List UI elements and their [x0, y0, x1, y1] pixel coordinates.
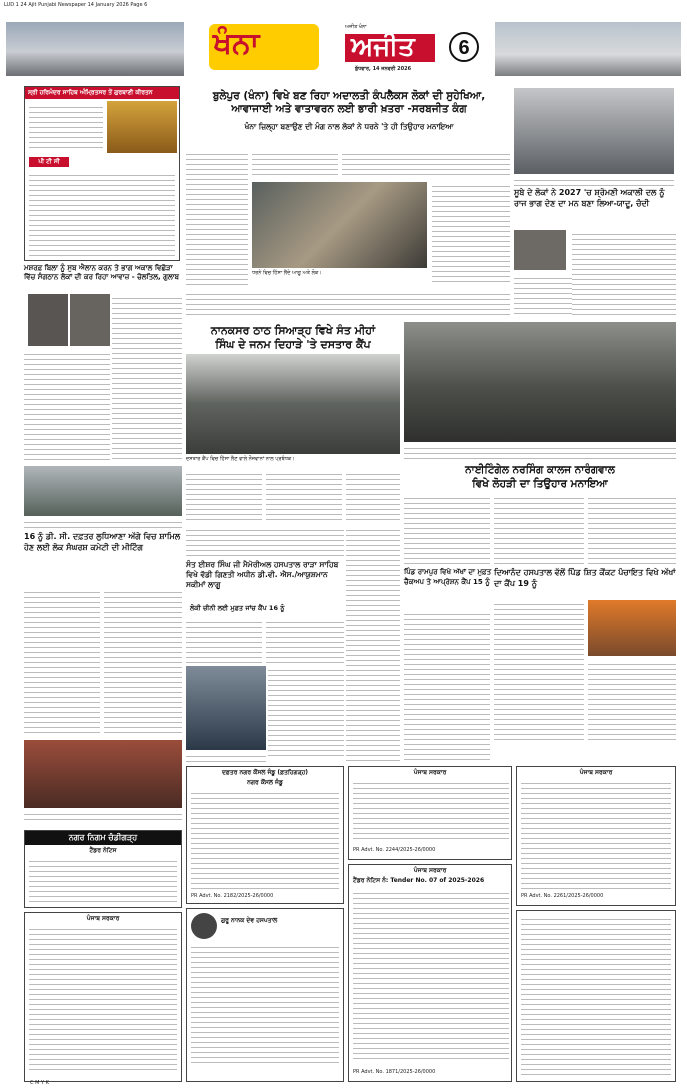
- masthead: [0, 18, 687, 80]
- punjab-sarkar-notice-2: [348, 766, 512, 860]
- a9-headline: ਦਿਆਨੰਦ ਹਸਪਤਾਲ ਵੱਲੋਂ ਪਿੰਡ ਸ਼ਿਤ ਕੌਂਕਟ ਪੰਚਾਇਤ ਵਿਖੇ ਅੱਖਾਂ ਦਾ ਕੈਂਪ 19 ਨੂੰ: [494, 568, 676, 588]
- a2-headline: ਮਸ਼ਰਫ਼ ਬਿਲਾ ਨੂੰ ਸੁਬ ਐਲਾਨ ਕਰਨ ਤੇ ਭਾਗ ਅਕਾਲ ਵਿਛੋੜਾ ਵਿੱਚ ਸੰਗਠਾਨ ਲੋਕਾਂ ਦੀ ਕਰ ਰਿਹਾ ਆਵਾਜ਼ - ਚੋਲਤਿਲ, ਗੁਲਾਬ: [24, 264, 180, 281]
- nagar-council-notice: [186, 766, 344, 904]
- punjab-sarkar-2-title: ਪੰਜਾਬ ਸਰਕਾਰ: [413, 769, 447, 776]
- punjab-sarkar-3-text: [353, 889, 509, 1063]
- a4-body-col-2: [266, 470, 342, 522]
- guru-hospital-emblem: [191, 913, 217, 939]
- a3-photo-caption: [514, 176, 674, 186]
- a7-body-col-2: [266, 618, 344, 664]
- a2-portrait-2: [70, 294, 110, 346]
- tender-table-text: [521, 915, 671, 1077]
- a4-body-col-3: [346, 470, 400, 522]
- a6-photo-caption: [24, 810, 182, 824]
- a9-body-col-1: [494, 600, 584, 740]
- a9-portrait-photo: [588, 600, 676, 656]
- a8-headline: ਪਿੰਡ ਰਾਮਪੁਰ ਵਿਖੇ ਅੱਖਾਂ ਦਾ ਮੁਫ਼ਤ ਚੈੱਕਅਪ ਤੇ ਆਪ੍ਰੇਸ਼ਨ ਕੈਂਪ 15 ਨੂੰ: [404, 568, 492, 586]
- nagar-nigam-notice: [24, 830, 182, 908]
- punjab-sarkar-3-title: ਪੰਜਾਬ ਸਰਕਾਰ: [413, 867, 447, 874]
- golden-temple-photo: [107, 101, 177, 153]
- masthead-photo-left: [6, 22, 184, 76]
- masthead-date: ਬੁੱਧਵਾਰ, 14 ਜਨਵਰੀ 2026: [355, 66, 412, 72]
- a7-hospital-photo: [186, 666, 266, 750]
- a1-body-col-4: [432, 182, 510, 282]
- a5-lohri-photo: [404, 322, 676, 442]
- a1-headline: [190, 90, 508, 116]
- a2-photo-caption: [24, 518, 182, 528]
- pr-advt-3: PR Advt. No. 1871/2025-26/0000: [353, 1069, 436, 1075]
- a8-body: [404, 610, 490, 760]
- a3-group-photo: [514, 88, 674, 174]
- guru-hospital-title: ਗੁਰੂ ਨਾਨਕ ਦੇਵ ਹਸਪਤਾਲ: [221, 917, 278, 924]
- nagar-nigam-title: ਨਗਰ ਨਿਗਮ ਚੰਡੀਗੜ੍ਹ: [25, 831, 181, 845]
- a5-body-col-2: [494, 494, 584, 564]
- a1-headline-line-2: ਆਵਾਜਾਈ ਅਤੇ ਵਾਤਾਵਰਨ ਲਈ ਭਾਰੀ ਖ਼ਤਰਾ -ਸਰਬਜੀਤ ਕੰਗ: [231, 103, 467, 115]
- a9-body-col-2: [588, 660, 676, 740]
- pr-advt-1: PR Advt. No. 2182/2025-26/0000: [191, 893, 274, 899]
- footer-color-marks: C M Y K: [30, 1080, 49, 1086]
- page-number: 6: [449, 32, 479, 62]
- a7-body-col-1: [186, 618, 262, 664]
- masthead-left-logo: ਖੰਨਾ: [213, 26, 260, 61]
- a5-photo-caption: [404, 444, 676, 460]
- punjab-sarkar-4-title: ਪੰਜਾਬ ਸਰਕਾਰ: [579, 769, 613, 776]
- punjab-sarkar-4-text: [521, 779, 671, 889]
- a1-body-col-1: [186, 150, 248, 288]
- a4-body-continued: [346, 526, 400, 762]
- a3-headline: ਸੂਬੇ ਦੇ ਲੋਕਾਂ ਨੇ 2027 'ਚ ਸ਼੍ਰੋਮਣੀ ਅਕਾਲੀ ਦਲ ਨੂੰ ਰਾਜ ਭਾਗ ਦੇਣ ਦਾ ਮਨ ਬਣਾ ਲਿਆ-ਯਾਦੂ, ਚੰਦੀ: [514, 188, 665, 208]
- a6-headline: 16 ਨੂੰ ਡੀ. ਸੀ. ਦਫ਼ਤਰ ਲੁਧਿਆਣਾ ਅੱਗੇ ਵਿਚ ਸ਼ਾਮਿਲ ਹੋਣ ਲਈ ਲੋਕ ਸੰਘਰਸ਼ ਕਮੇਟੀ ਦੀ ਮੀਟਿੰਗ: [24, 532, 181, 552]
- punjab-sarkar-notice-4: [516, 766, 676, 906]
- a4-headline: [186, 324, 400, 352]
- a5-headline-line-1: ਨਾਈਟਿੰਗੇਲ ਨਰਸਿੰਗ ਕਾਲਜ ਨਾਰੰਗਵਾਲ: [465, 464, 615, 476]
- a5-headline: [404, 464, 676, 491]
- a7-headline: ਸੰਤ ਈਸ਼ਰ ਸਿੰਘ ਜੀ ਮੈਮੋਰੀਅਲ ਹਸਪਤਾਲ ਰਾੜਾ ਸਾਹਿਬ ਵਿਖੇ ਵੱਡੀ ਗਿਣਤੀ ਅਧੀਨ ਡੀ.ਵੀ. ਐਸ./ਆਯੁਸ਼ਮਾਨ ਸਕੀਮਾਂ ਲਾਗੂ: [186, 560, 339, 589]
- a7-subhead: ਲੋਕੀ ਚੀਨੀ ਲਈ ਮੁਫ਼ਤ ਜਾਂਚ ਕੈਂਪ 16 ਨੂੰ: [190, 604, 285, 612]
- print-meta: LUD 1 24 Ajit Punjabi Newspaper 14 January 2026 Page 6: [4, 2, 148, 8]
- gurudwara-ad-schedule: [29, 171, 175, 257]
- a4-group-photo: [186, 354, 400, 454]
- nagar-council-title: ਦਫ਼ਤਰ ਨਗਰ ਕੌਂਸਲ ਜੰਡੂ (ਫ਼ਤਹਿਗੜ੍ਹ): [221, 769, 309, 776]
- a3-body-col-2: [572, 230, 676, 318]
- nagar-council-sub: ਨਗਰ ਕੌਂਸਲ ਜੰਡੂ: [247, 779, 283, 786]
- tender-table-notice: [516, 910, 676, 1082]
- nagar-nigam-text: [29, 857, 177, 905]
- a2-body-col-2: [112, 294, 182, 462]
- masthead-photo-right: [495, 22, 681, 76]
- nagar-council-text: [191, 789, 339, 889]
- gurudwara-ad-title: ਸ੍ਰੀ ਹਰਿਮੰਦਰ ਸਾਹਿਬ ਅੰਮ੍ਰਿਤਸਰ ਤੋਂ ਗੁਰਬਾਣੀ ਕੀਰਤਨ: [25, 87, 179, 99]
- a2-field-photo: [24, 466, 182, 516]
- gurudwara-ad: [24, 86, 180, 261]
- punjab-sarkar-1-text: [29, 925, 177, 1071]
- guru-hospital-notice: [186, 908, 344, 1082]
- a1-body-bottom: [186, 290, 510, 316]
- a5-headline-line-2: ਵਿਖੇ ਲੋਹੜੀ ਦਾ ਤਿਉਹਾਰ ਮਨਾਇਆ: [472, 477, 608, 490]
- a3-portrait-photo: [514, 230, 566, 270]
- a6-body-col-1: [24, 588, 100, 736]
- a4-headline-line-2: ਸਿੰਘ ਦੇ ਜਨਮ ਦਿਹਾੜੇ 'ਤੇ ਦਸਤਾਰ ਕੈਂਪ: [215, 338, 371, 351]
- a1-protest-photo: [252, 182, 427, 268]
- pr-advt-4: PR Advt. No. 2261/2025-26/0000: [521, 893, 604, 899]
- ptc-label: ਪੀ ਟੀ ਸੀ: [29, 157, 69, 167]
- a1-body-col-2: [252, 150, 338, 178]
- a1-subhead: ਖੰਨਾ ਜ਼ਿਲ੍ਹਾ ਬਣਾਉਣ ਦੀ ਮੰਗ ਨਾਲ ਲੋਕਾਂ ਨੇ ਧਰਨੇ 'ਤੇ ਹੀ ਤਿਉਹਾਰ ਮਨਾਇਆ: [244, 122, 454, 131]
- guru-hospital-text: [191, 943, 339, 1067]
- a6-lohri-photo: [24, 740, 182, 808]
- a7-photo-caption: [186, 752, 266, 762]
- a4-photo-caption: ਦਸਤਾਰ ਕੈਂਪ ਵਿਚ ਹਿੱਸਾ ਲੈਣ ਵਾਲੇ ਨੌਜਵਾਨਾਂ ਨਾਲ ਪ੍ਰਬੰਧਕ।: [186, 456, 295, 462]
- punjab-sarkar-notice-1: [24, 912, 182, 1082]
- a2-portrait-1: [28, 294, 68, 346]
- punjab-sarkar-2-text: [353, 779, 509, 843]
- a4-headline-line-1: ਨਾਨਕਸਰ ਠਾਠ ਸਿਆੜ੍ਹ ਵਿਖੇ ਸੰਤ ਮੀਹਾਂ: [210, 324, 376, 337]
- a2-body-col-1: [24, 350, 110, 462]
- gurudwara-ad-text: [29, 103, 103, 151]
- nagar-nigam-sub: ਟੈਂਡਰ ਨੋਟਿਸ: [89, 847, 117, 854]
- a7-top-body: [186, 526, 344, 556]
- masthead-small-label: ਅਜੀਤ ਖੰਨਾ: [345, 24, 367, 30]
- a1-body-col-3: [342, 150, 510, 178]
- punjab-sarkar-1-title: ਪੰਜਾਬ ਸਰਕਾਰ: [86, 915, 120, 922]
- a5-body-col-1: [404, 494, 490, 566]
- tender-number: ਟੈਂਡਰ ਨੋਟਿਸ ਨੰ: Tender No. 07 of 2025-2026: [353, 877, 485, 884]
- a5-body-col-3: [588, 494, 676, 564]
- masthead-right-logo: ਅਜੀਤ: [351, 32, 415, 62]
- a6-body-col-2: [104, 588, 182, 736]
- a1-photo-caption: ਧਰਨੇ ਵਿਚ ਹਿੱਸਾ ਲੈਂਦੇ ਆਗੂ ਅਤੇ ਲੋਕ।: [252, 270, 322, 276]
- punjab-sarkar-notice-3: [348, 864, 512, 1082]
- a1-headline-line-1: ਬੁਲੇਪੁਰ (ਖੰਨਾ) ਵਿਖੇ ਬਣ ਰਿਹਾ ਅਦਾਲਤੀ ਕੰਪਲੈਕਸ ਲੋਕਾਂ ਦੀ ਸੁਹੇਖਿਆ,: [212, 90, 486, 102]
- a4-body-col-1: [186, 470, 262, 522]
- pr-advt-2: PR Advt. No. 2244/2025-26/0000: [353, 847, 436, 853]
- a7-body-col-3: [268, 666, 344, 760]
